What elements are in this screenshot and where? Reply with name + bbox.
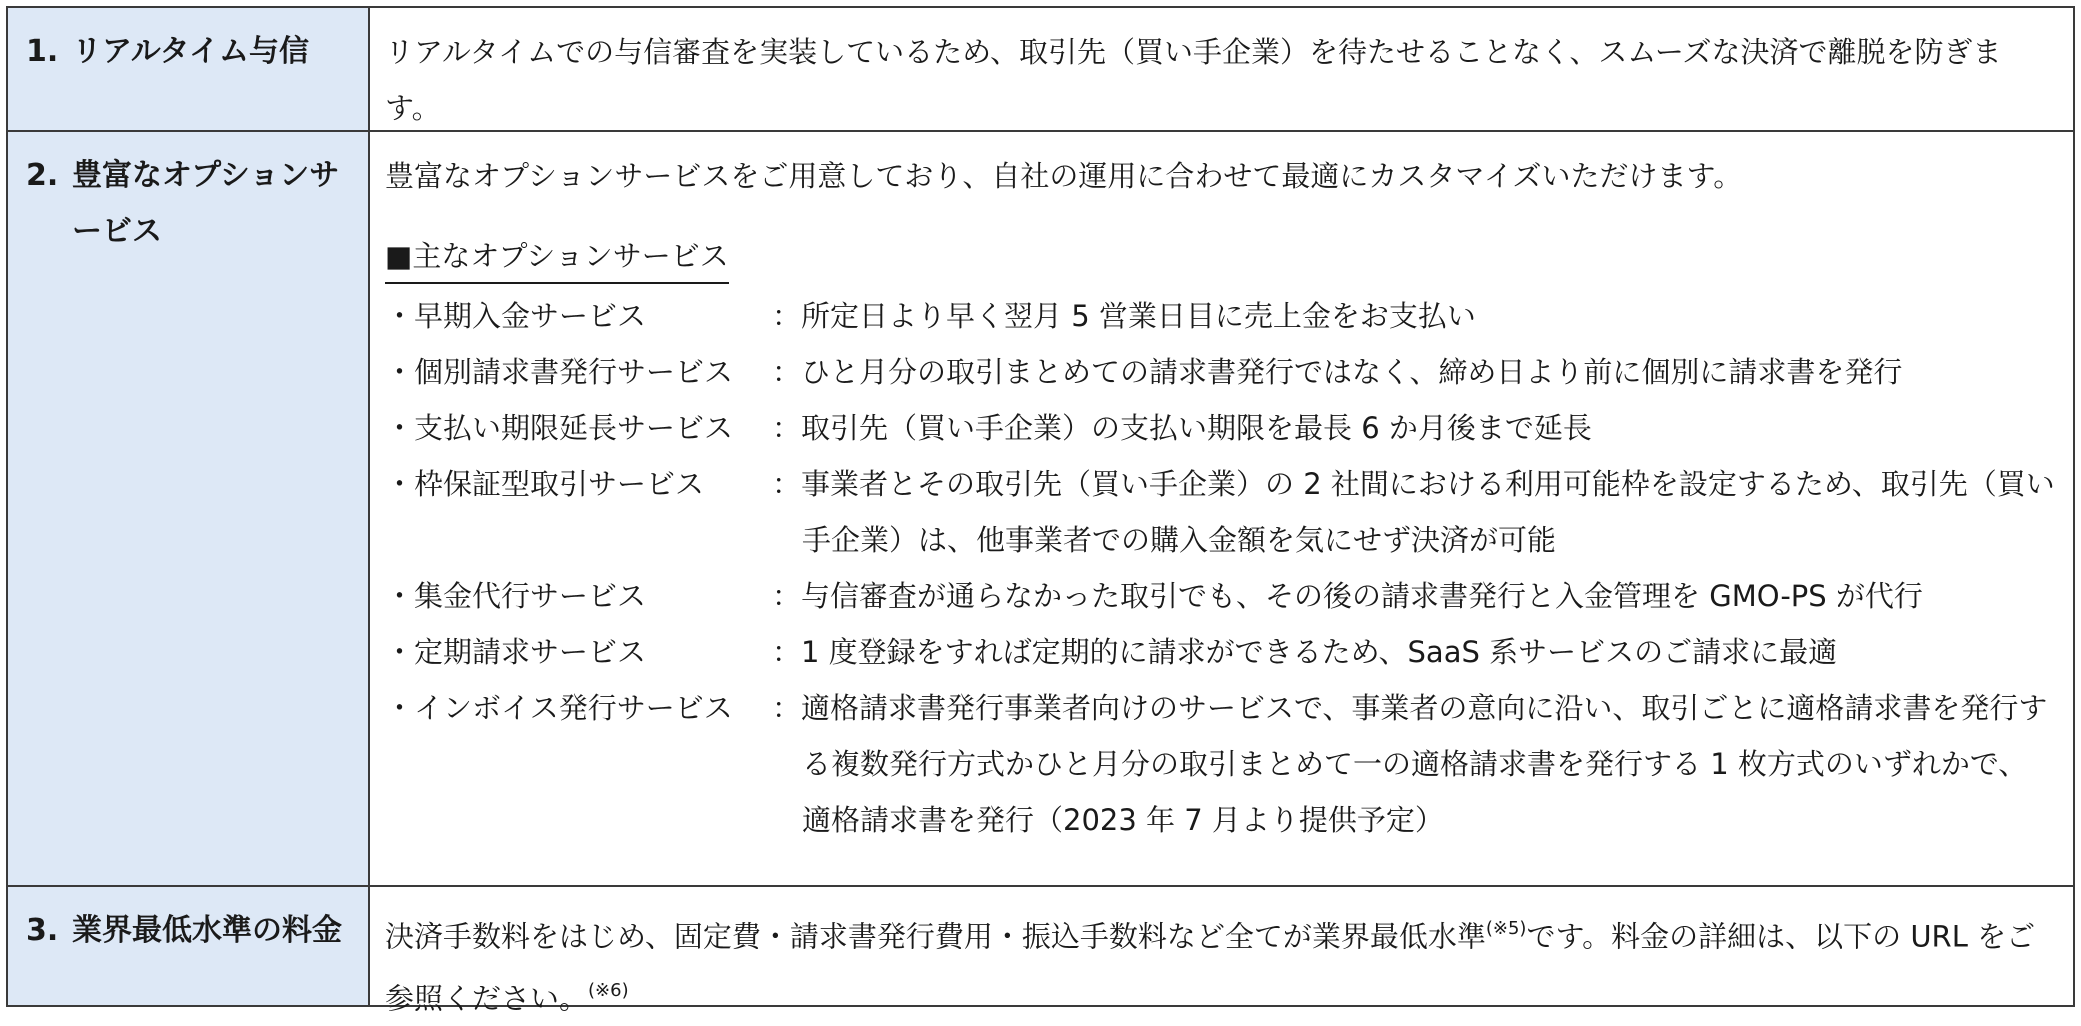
- list-item: [385, 344, 2055, 400]
- list-item: [385, 400, 2055, 456]
- option-description: ：取引先（買い手企業）の支払い期限を最長 6 か月後まで延長: [772, 411, 1592, 445]
- row-title: リアルタイム与信: [72, 34, 309, 69]
- option-label: ・支払い期限延長サービス: [385, 411, 734, 445]
- pricing-text-b: です。料金の詳細は、以下の URL をご参照ください。: [385, 919, 2036, 1016]
- row-content: [370, 132, 2073, 885]
- spacer: [385, 204, 2055, 228]
- row-number: 2.: [26, 158, 59, 193]
- footnote-ref-5: (※5): [1485, 918, 1527, 939]
- footnote-ref-6: (※6): [588, 979, 629, 1001]
- option-label: ・定期請求サービス: [385, 635, 647, 669]
- list-item: [385, 456, 2055, 568]
- option-label: ・早期入金サービス: [385, 299, 647, 333]
- option-description: ：ひと月分の取引まとめての請求書発行ではなく、締め日より前に個別に請求書を発行: [772, 355, 1903, 389]
- option-description: ：与信審査が通らなかった取引でも、その後の請求書発行と入金管理を GMO-PS が代行: [772, 579, 1923, 613]
- row-heading: [8, 8, 370, 130]
- table-row: [8, 885, 2073, 1016]
- option-label: ・個別請求書発行サービス: [385, 355, 734, 389]
- list-item: [385, 568, 2055, 624]
- list-item: [385, 288, 2055, 344]
- pricing-text-a: 決済手数料をはじめ、固定費・請求書発行費用・振込手数料など全てが業界最低水準: [385, 919, 1486, 954]
- option-subheading: ■主なオプションサービス: [385, 230, 729, 284]
- option-label: ・インボイス発行サービス: [385, 691, 733, 725]
- row-text: [385, 903, 2055, 1026]
- option-description: ：所定日より早く翌月 5 営業日目に売上金をお支払い: [772, 299, 1476, 333]
- row-text: リアルタイムでの与信審査を実装しているため、取引先（買い手企業）を待たせることなく、スムーズな決済で離脱を防ぎます。: [385, 35, 2002, 125]
- option-description: ：事業者とその取引先（買い手企業）の 2 社間における利用可能枠を設定するため、取引先（買い手企業）は、他事業者での購入金額を気にせず決済が可能: [772, 467, 2055, 557]
- option-label: ・枠保証型取引サービス: [385, 467, 705, 501]
- row-content: [370, 8, 2073, 130]
- table-row: [8, 130, 2073, 885]
- option-description: ：適格請求書発行事業者向けのサービスで、事業者の意向に沿い、取引ごとに適格請求書を発行する複数発行方式かひと月分の取引まとめて一の適格請求書を発行する 1 枚方式のいずれかで、適格請求書を発行（2023 年 7 月より提供予定）: [772, 691, 2048, 837]
- list-item: [385, 624, 2055, 680]
- row-number: 1.: [26, 34, 59, 69]
- list-item: [385, 680, 2055, 848]
- table-row: [8, 8, 2073, 130]
- row-number: 3.: [26, 913, 59, 948]
- row-title: 業界最低水準の料金: [72, 913, 342, 948]
- feature-table: [6, 6, 2075, 1016]
- option-description: ：1 度登録をすれば定期的に請求ができるため、SaaS 系サービスのご請求に最適: [772, 635, 1838, 669]
- row-heading: [8, 132, 370, 885]
- row-heading: [8, 887, 370, 1005]
- option-label: ・集金代行サービス: [385, 579, 647, 613]
- row-text: 豊富なオプションサービスをご用意しており、自社の運用に合わせて最適にカスタマイズいただけます。: [385, 159, 1743, 193]
- row-content: [370, 887, 2073, 1016]
- row-title: 豊富なオプションサービス: [72, 158, 340, 249]
- option-list: [385, 288, 2055, 848]
